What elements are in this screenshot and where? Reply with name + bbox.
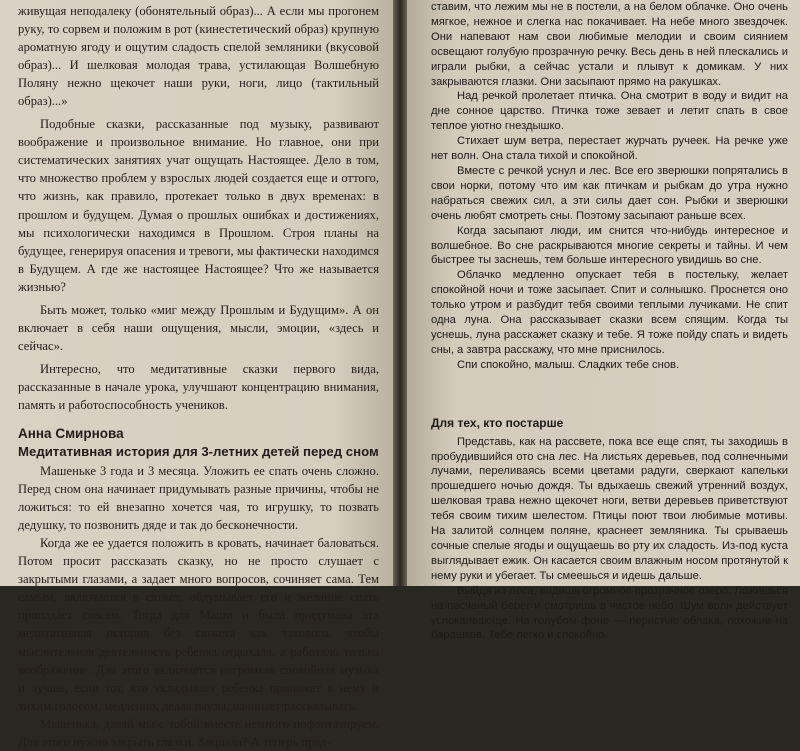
right-page: [407, 0, 800, 642]
right-paragraph-5: Когда засыпают люди, им снится что-нибудь интересное и волшебное. Во сне раскрываются многие секреты и тайны. И чем быстрее ты заснешь, тем больше интересного увидишь во сне.: [431, 224, 788, 267]
section-spacer: [431, 373, 788, 415]
right-paragraph-3: Стихает шум ветра, перестает журчать ручеек. На речке уже нет волн. Она стала тихой и спокойной.: [431, 135, 788, 163]
right-paragraph-6: Облачко медленно опускает тебя в постельку, желает спокойной ночи и тоже засыпает. Спит и солнышко. Проснется оно только утром и разбудит тебя своими теплыми лучиками. Не спит одна луна. Она рассказывает сказки всем спящим. Когда ты уснешь, луна расскажет сказку и тебе. Я тоже пойду спать и видеть сны, а завтра расскажу, что мне приснилось.: [431, 269, 788, 356]
left-paragraph-2: Подобные сказки, рассказанные под музыку, развивают воображение и произвольное внимание. Но главное, они при систематических занятиях учат ощущать Настоящее. Дело в том, что множество проблем у взрослых людей создается еще и оттого, что жизнь, как правило, протекает только в двух временах: в прошлом и будущем. Думая о прошлых ошибках и достижениях, мы психологически находимся в Прошлом. Строя планы на будущее, генерируя опасения и тревоги, мы фактически находимся в Будущем. А где же настоящее Настоящее? Что же называется жизнью?: [18, 117, 379, 294]
left-paragraph-3: Быть может, только «миг между Прошлым и Будущим». А он включает в себя наши ощущения, мысли, эмоции, «здесь и сейчас».: [18, 302, 379, 353]
right-paragraph-2: Над речкой пролетает птичка. Она смотрит в воду и видит на дне сонное царство. Птичка тоже зевает и летит спать в свое теплое уютно гнездышко.: [431, 90, 788, 133]
story-title: Медитативная история для 3-летних детей перед сном: [18, 444, 379, 460]
left-paragraph-4: Интересно, что медитативные сказки первого вида, рассказанные в начале урока, улучшают концентрацию внимания, память и работоспособность учеников.: [18, 361, 379, 412]
right-paragraph-9: Выйдя из леса, видишь огромное прозрачное озеро. Ложишься на песчаный берег и смотришь в чистое небо. Шум волн действует успокаивающе. На голубом фоне — перистые облака, похожие на барашков. Тебе легко и спокойно.: [431, 584, 788, 642]
left-paragraph-6: Когда же ее удается положить в кровать, начинает баловаться. Потом просит рассказать сказку, но не просто слушает с закрытыми глазами, а задает много вопросов, сочиняет сама. Тем самым, включается в сюжет, обдумывает его и желание спать пропадает совсем. Тогда для Маши и была придумана эта медитативная история без сюжета как такового, чтобы мыслительная деятельность ребенка отдыхала, а работало только воображение. Для этого включается негромкая спокойная музыка и лучше, если тот, кто укладывает ребенка приляжет к нему и тихим голосом, медленно, делая паузы, начинает рассказывать.: [18, 536, 379, 713]
left-page: [0, 0, 393, 749]
right-paragraph-4: Вместе с речкой уснул и лес. Все его зверюшки попрятались в свои норки, потому что им как птичкам и рыбкам до утра нужно набраться свежих сил, а эти силы дает сон. Рыбки и зверюшки очень любят смотреть сны. Поэтому засыпают раньше всех.: [431, 164, 788, 222]
left-paragraph-5: Машеньке 3 года и 3 месяца. Уложить ее спать очень сложно. Перед сном она начинает придумывать разные причины, чтобы не ложиться: то ей внезапно хочется чая, то игрушку, то позвать дедушку, то позвонить дяде и так до бесконечности.: [18, 464, 379, 533]
right-paragraph-7: Спи спокойно, малыш. Сладких тебе снов.: [457, 358, 680, 371]
right-paragraph-1: ставим, что лежим мы не в постели, а на белом облачке. Оно очень мягкое, нежное и слегка нас покачивает. На небе много звездочек. Они напевают нам свои любимые мелодии и своим сиянием освещают голубую прозрачную речку. Весь день в ней плескались и играли рыбки, а сейчас устали и плывут к домикам. У них закрываются глазки. Они засыпают прямо на ракушках.: [431, 1, 788, 88]
left-paragraph-7: Машенька, давай мы с тобой вместе немного пофантазируем. Для этого нужно закрыть глазки. Закрыла? А теперь пред-: [18, 716, 379, 749]
book-gutter: [393, 0, 407, 586]
left-paragraph-1: живущая неподалеку (обонятельный образ)... А если мы прогонем руку, то сорвем и положим в рот (кинестетический образ) крупную ароматную ягоду и ощутим сладость спелой земляники (вкусовой образ)... И шелковая молодая трава, устилающая Волшебную Поляну нежно щекочет наши руки, ноги, лицо (тактильный образ)...»: [18, 4, 379, 109]
right-paragraph-8: Представь, как на рассвете, пока все еще спят, ты заходишь в пробудившийся ото сна лес. На листьях деревьев, под солнечными лучами, переливаясь всеми цветами радуги, сверкают капельки прошедшего ночью дождя. Ты вдыхаешь свежий утренний воздух, шелковая трава нежно щекочет ноги, ветви деревьев приветствуют тебя своим тихим шелестом. Птицы поют твои любимые мотивы. На залитой солнцем поляне, краснеет земляника. Ты срываешь сочные спелые ягоды и ощущаешь во рту их сладость. Из-под куста выглядывает ежик. Он касается своим влажным носом протянутой к нему руки и убегает. Ты смеешься и идешь дальше.: [431, 435, 788, 582]
author-name: Анна Смирнова: [18, 426, 124, 442]
section-heading: Для тех, кто постарше: [431, 415, 564, 430]
